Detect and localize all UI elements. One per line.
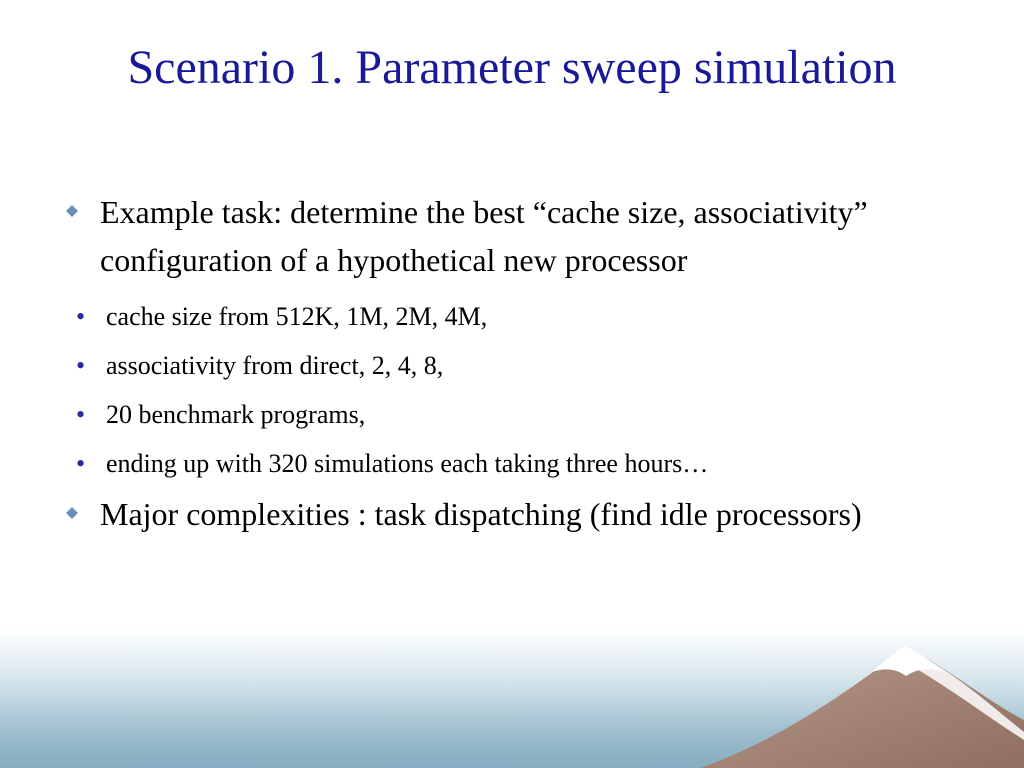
bullet-text: Example task: determine the best “cache size, associativity” configuration of a hypothetical new processor [100, 194, 868, 278]
dot-bullet-icon: • [76, 351, 86, 380]
bullet-item [60, 490, 960, 538]
slide-title: Scenario 1. Parameter sweep simulation [127, 41, 897, 94]
diamond-bullet-icon [66, 507, 78, 519]
sub-bullet-text: associativity from direct, 2, 4, 8, [106, 351, 444, 380]
diamond-bullet-icon [66, 205, 78, 217]
bullet-text: Major complexities : task dispatching (find idle processors) [100, 496, 862, 532]
sub-bullet-item [60, 439, 960, 488]
dot-bullet-icon: • [76, 302, 86, 331]
bullet-list [60, 188, 960, 546]
sub-bullet-item [60, 390, 960, 439]
sub-bullet-text: ending up with 320 simulations each taking three hours… [106, 449, 709, 478]
sub-bullet-item [60, 292, 960, 341]
dot-bullet-icon: • [76, 449, 86, 478]
dot-bullet-icon: • [76, 400, 86, 429]
sub-bullet-text: cache size from 512K, 1M, 2M, 4M, [106, 302, 488, 331]
sub-bullet-item [60, 341, 960, 390]
sub-bullet-text: 20 benchmark programs, [106, 400, 366, 429]
sub-bullet-list [60, 292, 960, 488]
bullet-item [60, 188, 960, 284]
